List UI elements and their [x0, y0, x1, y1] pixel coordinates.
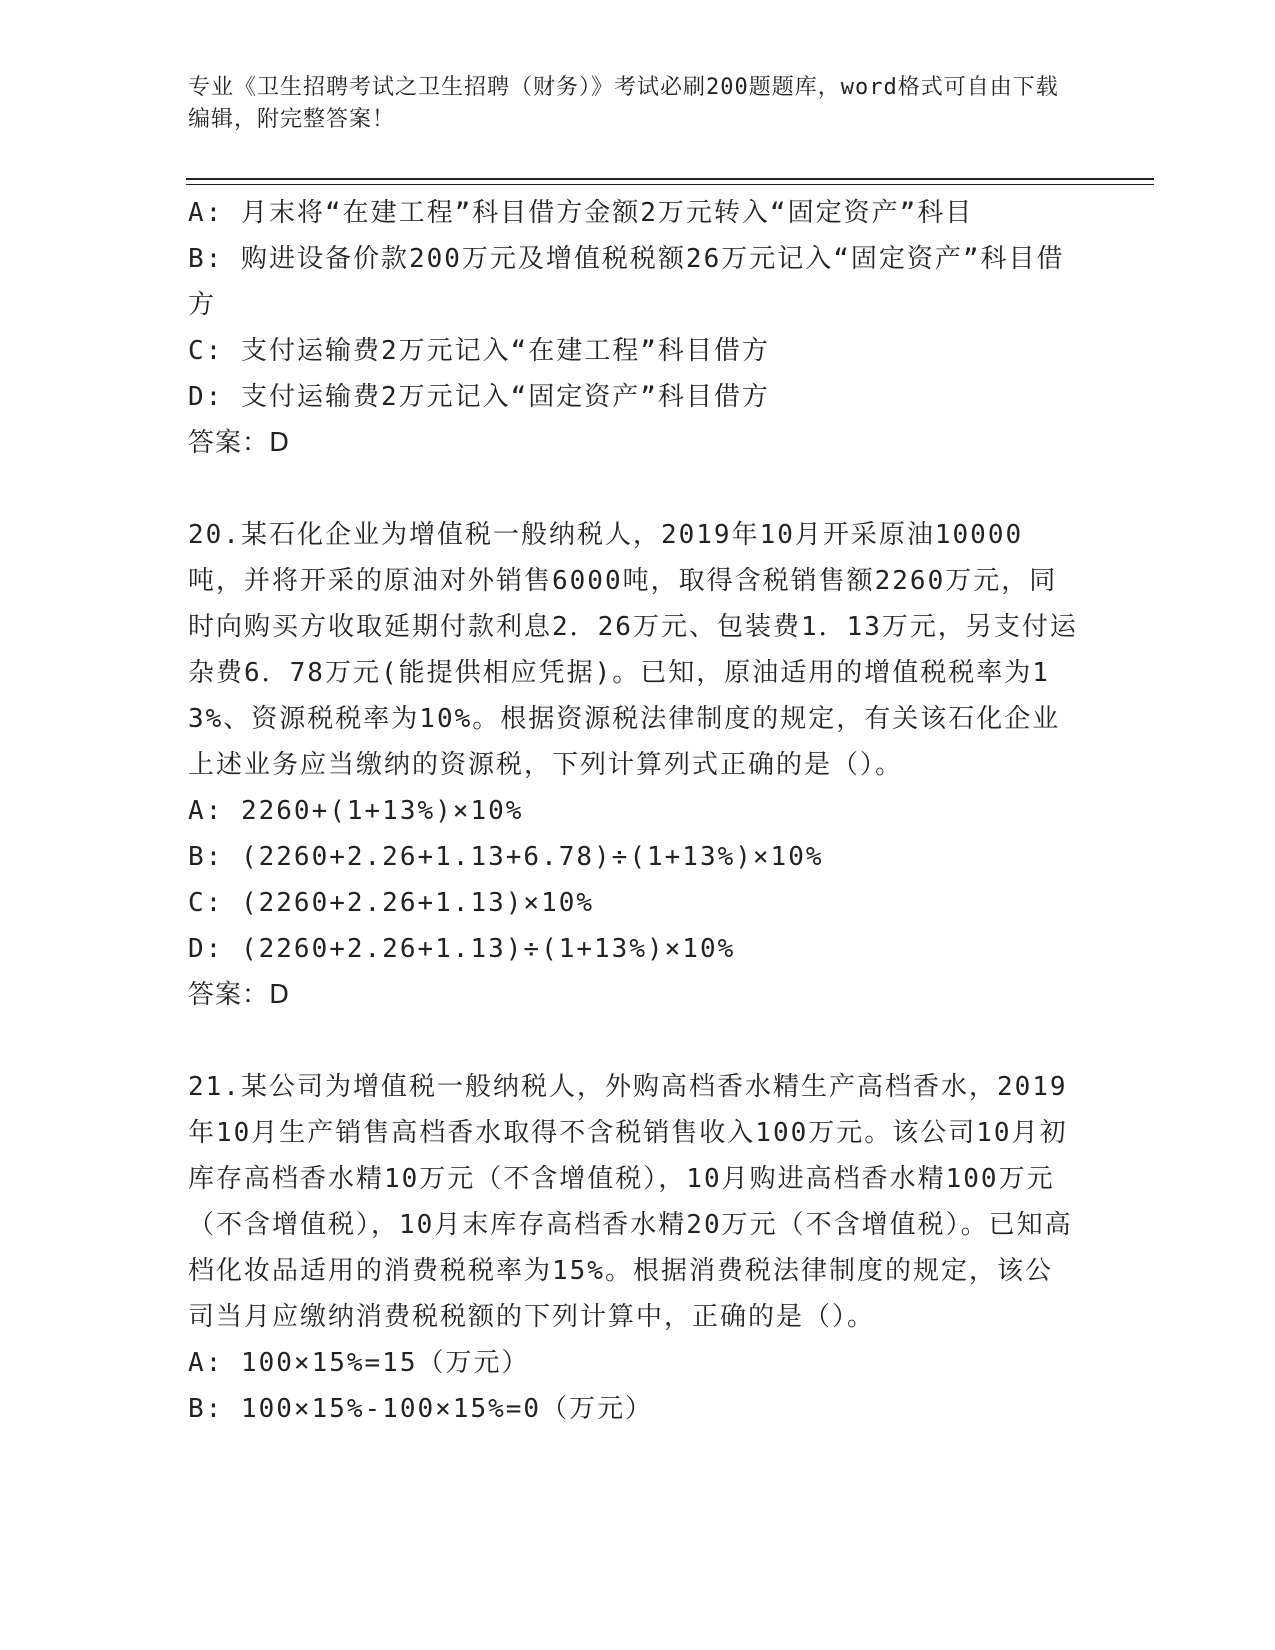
option-a: A: 2260+(1+13%)×10%	[188, 796, 524, 826]
option-d: D: (2260+2.26+1.13)÷(1+13%)×10%	[188, 934, 736, 964]
document-body	[188, 190, 1078, 1432]
option-c: C: 支付运输费2万元记入“在建工程”科目借方	[188, 336, 770, 366]
option-a: A: 100×15%=15（万元）	[188, 1348, 530, 1378]
header-divider-thin	[186, 184, 1154, 185]
question-19-tail	[188, 190, 1078, 466]
option-b: B: (2260+2.26+1.13+6.78)÷(1+13%)×10%	[188, 842, 824, 872]
question-stem: 21.某公司为增值税一般纳税人，外购高档香水精生产高档香水，2019年10月生产销售高档香水取得不含税销售收入100万元。该公司10月初库存高档香水精10万元（不含增值税），10月购进高档香水精100万元（不含增值税），10月末库存高档香水精20万元（不含增值税）。已知高档化妆品适用的消费税税率为15%。根据消费税法律制度的规定，该公司当月应缴纳消费税税额的下列计算中，正确的是（）。	[188, 1072, 1073, 1332]
document-header	[188, 72, 1078, 136]
answer: 答案：D	[188, 428, 291, 458]
option-d: D: 支付运输费2万元记入“固定资产”科目借方	[188, 382, 770, 412]
header-divider-thick	[186, 178, 1154, 180]
question-stem: 20.某石化企业为增值税一般纳税人，2019年10月开采原油10000吨，并将开采的原油对外销售6000吨，取得含税销售额2260万元，同时向购买方收取延期付款利息2．26万元、包装费1．13万元，另支付运杂费6．78万元(能提供相应凭据)。已知，原油适用的增值税税率为13%、资源税税率为10%。根据资源税法律制度的规定，有关该石化企业上述业务应当缴纳的资源税，下列计算列式正确的是（）。	[188, 520, 1078, 780]
question-21	[188, 1064, 1078, 1432]
header-title: 专业《卫生招聘考试之卫生招聘（财务）》考试必刷200题题库，word格式可自由下载编辑，附完整答案！	[188, 75, 1059, 132]
option-a: A: 月末将“在建工程”科目借方金额2万元转入“固定资产”科目	[188, 198, 974, 228]
option-b: B: 购进设备价款200万元及增值税税额26万元记入“固定资产”科目借方	[188, 244, 1065, 320]
answer: 答案：D	[188, 980, 291, 1010]
option-c: C: (2260+2.26+1.13)×10%	[188, 888, 595, 918]
option-b: B: 100×15%-100×15%=0（万元）	[188, 1394, 654, 1424]
question-20	[188, 512, 1078, 1018]
